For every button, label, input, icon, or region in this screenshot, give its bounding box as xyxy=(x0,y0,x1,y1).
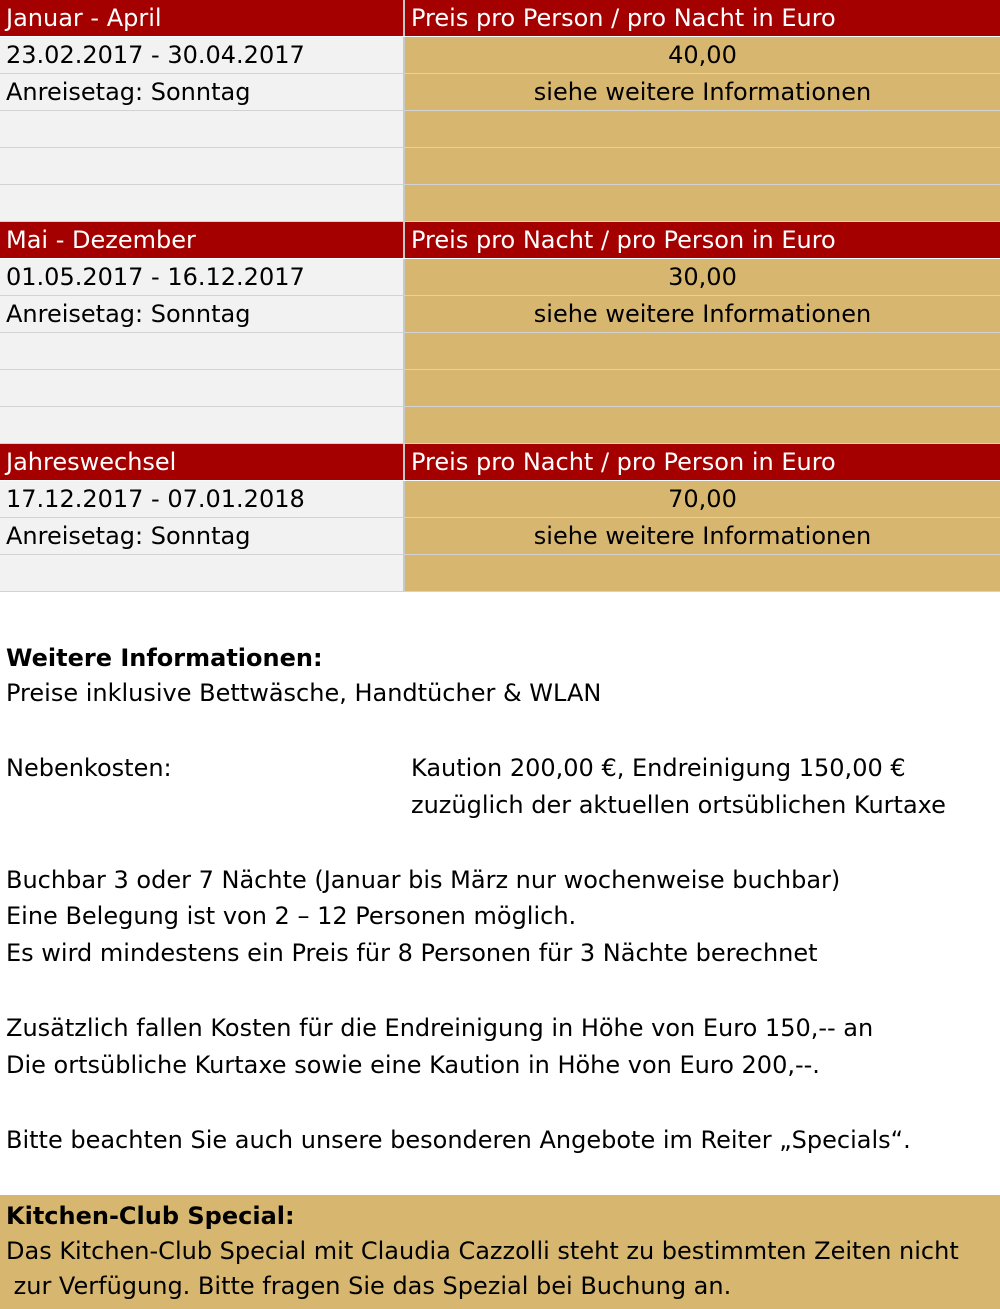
price-value: 70,00 xyxy=(405,481,1000,517)
table-row xyxy=(0,333,1000,370)
date-range: 17.12.2017 - 07.01.2018 xyxy=(0,481,405,517)
empty-cell xyxy=(405,333,1000,369)
empty-cell xyxy=(0,407,405,443)
price-column-header: Preis pro Person / pro Nacht in Euro xyxy=(405,0,1000,36)
price-column-header: Preis pro Nacht / pro Person in Euro xyxy=(405,444,1000,480)
extra-costs-line-2: zuzüglich der aktuellen ortsüblichen Kurtaxe xyxy=(411,791,946,819)
season-header-row xyxy=(0,0,1000,37)
special-line-2: zur Verfügung. Bitte fragen Sie das Spezial bei Buchung an. xyxy=(6,1272,732,1300)
season-table-january-april xyxy=(0,0,1000,222)
empty-cell xyxy=(0,370,405,406)
kitchen-club-special-box xyxy=(0,1195,1000,1309)
extra-costs-label: Nebenkosten: xyxy=(6,754,172,782)
extra-costs-line-1: Kaution 200,00 €, Endreinigung 150,00 € xyxy=(411,754,906,782)
price-tables xyxy=(0,0,1000,592)
table-row xyxy=(0,185,1000,222)
empty-cell xyxy=(405,111,1000,147)
extra-fees-line-1: Zusätzlich fallen Kosten für die Endreinigung in Höhe von Euro 150,-- an xyxy=(6,1014,874,1042)
empty-cell xyxy=(0,333,405,369)
specials-note: Bitte beachten Sie auch unsere besonderen Angebote im Reiter „Specials“. xyxy=(6,1126,911,1154)
season-table-may-december xyxy=(0,222,1000,444)
arrival-day: Anreisetag: Sonntag xyxy=(0,518,405,554)
empty-cell xyxy=(0,111,405,147)
date-range: 23.02.2017 - 30.04.2017 xyxy=(0,37,405,73)
arrival-day: Anreisetag: Sonntag xyxy=(0,296,405,332)
info-inclusive-line: Preise inklusive Bettwäsche, Handtücher & WLAN xyxy=(6,679,602,707)
table-row xyxy=(0,407,1000,444)
table-row xyxy=(0,296,1000,333)
season-header-row xyxy=(0,444,1000,481)
table-row xyxy=(0,518,1000,555)
season-name: Januar - April xyxy=(0,0,405,36)
table-row xyxy=(0,37,1000,74)
extra-fees-line-2: Die ortsübliche Kurtaxe sowie eine Kaution in Höhe von Euro 200,--. xyxy=(6,1051,820,1079)
price-value: 30,00 xyxy=(405,259,1000,295)
season-name: Jahreswechsel xyxy=(0,444,405,480)
empty-cell xyxy=(405,407,1000,443)
season-name: Mai - Dezember xyxy=(0,222,405,258)
table-row xyxy=(0,259,1000,296)
empty-cell xyxy=(405,185,1000,221)
season-table-new-year xyxy=(0,444,1000,592)
empty-cell xyxy=(405,148,1000,184)
price-note: siehe weitere Informationen xyxy=(405,74,1000,110)
price-value: 40,00 xyxy=(405,37,1000,73)
booking-line-1: Buchbar 3 oder 7 Nächte (Januar bis März nur wochenweise buchbar) xyxy=(6,866,841,894)
table-row xyxy=(0,111,1000,148)
table-row xyxy=(0,481,1000,518)
empty-cell xyxy=(0,148,405,184)
booking-line-2: Eine Belegung ist von 2 – 12 Personen möglich. xyxy=(6,902,577,930)
price-column-header: Preis pro Nacht / pro Person in Euro xyxy=(405,222,1000,258)
empty-cell xyxy=(405,370,1000,406)
special-line-1: Das Kitchen-Club Special mit Claudia Cazzolli steht zu bestimmten Zeiten nicht xyxy=(6,1237,959,1265)
season-header-row xyxy=(0,222,1000,259)
price-note: siehe weitere Informationen xyxy=(405,518,1000,554)
info-heading: Weitere Informationen: xyxy=(6,644,323,672)
empty-cell xyxy=(405,555,1000,591)
table-row xyxy=(0,370,1000,407)
booking-line-3: Es wird mindestens ein Preis für 8 Personen für 3 Nächte berechnet xyxy=(6,939,818,967)
table-row xyxy=(0,74,1000,111)
special-heading: Kitchen-Club Special: xyxy=(6,1202,295,1230)
table-row xyxy=(0,148,1000,185)
arrival-day: Anreisetag: Sonntag xyxy=(0,74,405,110)
empty-cell xyxy=(0,185,405,221)
table-row xyxy=(0,555,1000,592)
empty-cell xyxy=(0,555,405,591)
price-note: siehe weitere Informationen xyxy=(405,296,1000,332)
date-range: 01.05.2017 - 16.12.2017 xyxy=(0,259,405,295)
